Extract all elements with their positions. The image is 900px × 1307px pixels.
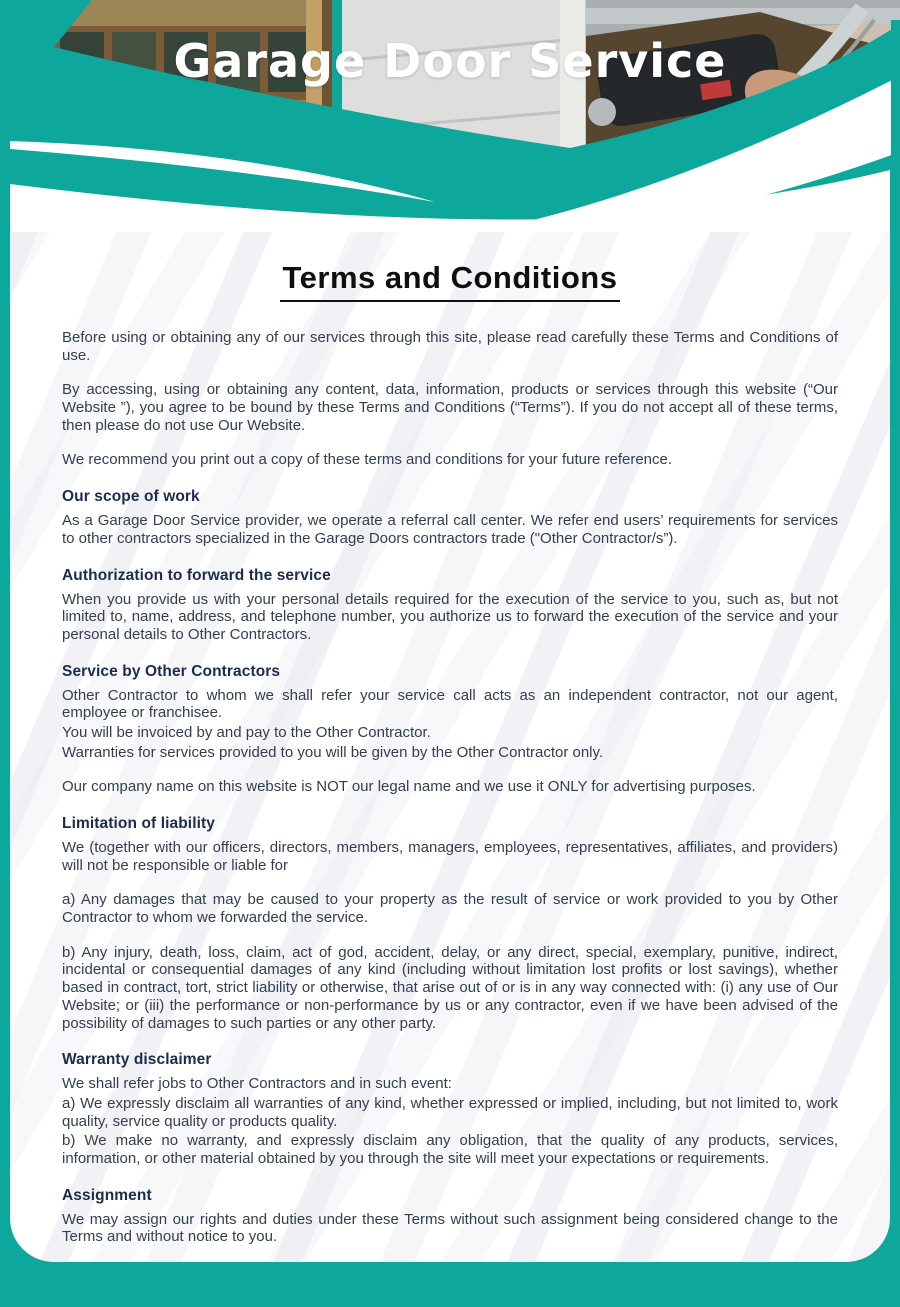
paragraph: We recommend you print out a copy of these terms and conditions for your future reference.: [62, 451, 673, 469]
section-heading: Limitation of liability: [62, 815, 215, 832]
terms-content: [62, 329, 838, 1246]
paragraph: When you provide us with your personal details required for the execution of the service to you, such as, but not limited to, name, address, and telephone number, you authorize us to forward the execution of the service and your personal details to Other Contractors.: [62, 590, 838, 643]
paragraph: a) Any damages that may be caused to your property as the result of service or work provided to you by Other Contractor to whom we forwarded the service.: [62, 891, 838, 927]
paragraph: By accessing, using or obtaining any content, data, information, products or services through this website (“Our Website ”), you agree to be bound by these Terms and Conditions (“Terms”). If you do not accept all of these terms, then please do not use Our Website.: [62, 381, 838, 434]
section-heading: Assignment: [62, 1186, 152, 1204]
section-heading: Our scope of work: [62, 488, 200, 506]
paragraph: We (together with our officers, directors, members, managers, employees, representatives, affiliates, and providers) will not be responsible or liable for: [62, 839, 838, 874]
paragraph: Warranties for services provided to you will be given by the Other Contractor only.: [62, 743, 604, 761]
paragraph: You will be invoiced by and pay to the Other Contractor.: [62, 723, 431, 741]
paragraph: We shall refer jobs to Other Contractors and in such event:: [62, 1075, 452, 1093]
paragraph: b) Any injury, death, loss, claim, act of god, accident, delay, or any direct, special, exemplary, punitive, indirect, incidental or consequential damages of any kind (including without limitation lost profits or lost savings), whether based in contract, tort, strict liability or otherwise, that arise out of or is in any way connected with: (i) any use of Our Website; or (iii) the performance or non-performance by us or any contractor, even if we have been advised of the possibility of damages to such parties or any other party.: [62, 943, 838, 1032]
paragraph: Our company name on this website is NOT our legal name and we use it ONLY for advertising purposes.: [62, 778, 756, 796]
site-title: Garage Door Service: [173, 34, 727, 88]
section-heading: Service by Other Contractors: [62, 662, 281, 680]
paragraph: As a Garage Door Service provider, we operate a referral call center. We refer end users’ requirements for services to other contractors specialized in the Garage Doors contractors trade ("Other Contractor/s”).: [62, 512, 838, 547]
section-heading: Authorization to forward the service: [62, 566, 331, 584]
paragraph: We may assign our rights and duties under these Terms without such assignment being considered change to the Terms and without notice to you.: [62, 1210, 838, 1246]
paragraph: b) We make no warranty, and expressly disclaim any obligation, that the quality of any products, services, information, or other material obtained by you through the site will meet your expectations or requirements.: [62, 1132, 838, 1167]
page-title: Terms and Conditions: [280, 260, 621, 302]
paragraph: Before using or obtaining any of our services through this site, please read carefully these Terms and Conditions of use.: [62, 329, 838, 364]
section-heading: Warranty disclaimer: [62, 1051, 212, 1069]
content-card: [10, 232, 890, 1262]
paragraph: a) We expressly disclaim all warranties of any kind, whether expressed or implied, including, but not limited to, work quality, service quality or products quality.: [62, 1094, 838, 1130]
page-header: [0, 0, 900, 232]
paragraph: Other Contractor to whom we shall refer your service call acts as an independent contractor, not our agent, employee or franchisee.: [62, 686, 838, 722]
